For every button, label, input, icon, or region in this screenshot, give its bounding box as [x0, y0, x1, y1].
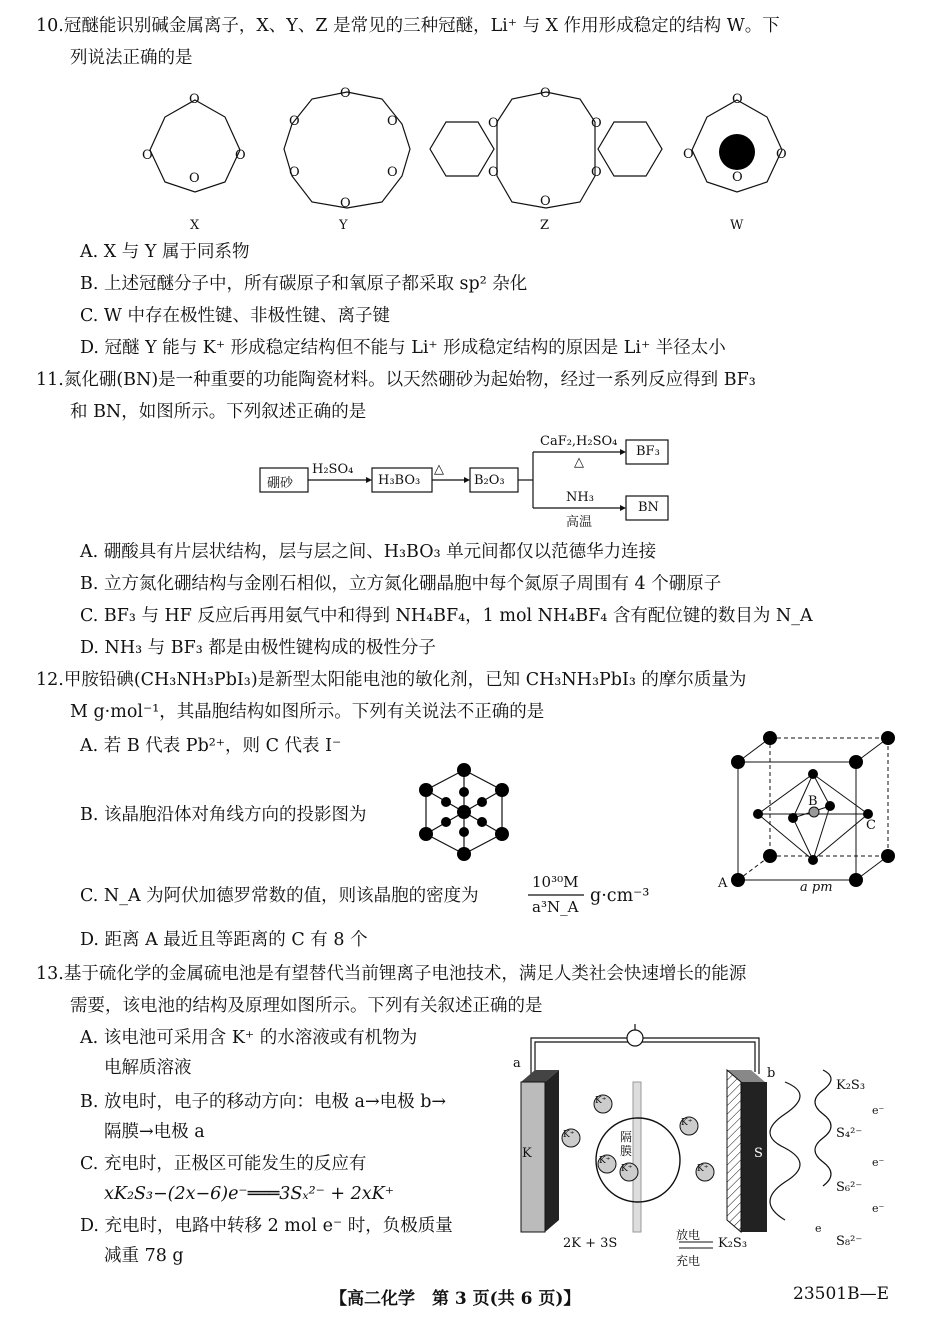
ion-k: K⁺ [681, 1118, 693, 1128]
exam-code: 23501B—E [793, 1284, 889, 1304]
flow-start: 硼砂 [267, 476, 294, 491]
equation-left: 2K + 3S [563, 1236, 618, 1251]
ion-k: K⁺ [595, 1096, 607, 1106]
q13-option-d-line1[interactable]: D. 充电时，电路中转移 2 mol e⁻ 时，负极质量 [80, 1216, 453, 1236]
species-e: e [815, 1222, 822, 1235]
atom-o: O [683, 147, 694, 162]
atom-o: O [387, 165, 398, 180]
flow-reagent2: △ [434, 462, 444, 477]
q12-stem-line2: M g·mol⁻¹，其晶胞结构如图所示。下列有关说法不正确的是 [70, 702, 545, 722]
q11-option-c[interactable]: C. BF₃ 与 HF 反应后再用氨气中和得到 NH₄BF₄，1 mol NH₄BF₄ 含有配位键的数目为 N_A [80, 606, 813, 626]
q10-stem-line1: 10.冠醚能识别碱金属离子，X、Y、Z 是常见的三种冠醚，Li⁺ 与 X 作用形成稳定的结构 W。下 [36, 16, 780, 36]
q12-option-b[interactable]: B. 该晶胞沿体对角线方向的投影图为 [80, 805, 367, 825]
membrane-label: 隔膜 [620, 1130, 633, 1158]
cathode-label: S [754, 1146, 763, 1161]
label-x: X [190, 218, 200, 233]
q13-option-a-line1[interactable]: A. 该电池可采用含 K⁺ 的水溶液或有机物为 [80, 1028, 418, 1048]
flow-reagent1: H₂SO₄ [312, 462, 354, 477]
flow-upper-cond: △ [574, 455, 584, 470]
q12-option-d[interactable]: D. 距离 A 最近且等距离的 C 有 8 个 [80, 930, 368, 950]
species-e: e⁻ [872, 1156, 885, 1169]
atom-o: O [289, 114, 300, 129]
electrode-a: a [513, 1056, 521, 1071]
atom-o: O [540, 194, 551, 209]
q13-option-d-line2: 减重 78 g [104, 1246, 184, 1266]
q13-option-a-line2: 电解质溶液 [104, 1058, 192, 1078]
ion-k: K⁺ [621, 1164, 633, 1174]
label-w: W [730, 218, 744, 233]
flow-lower-reagent: NH₃ [566, 490, 594, 505]
q11-option-d[interactable]: D. NH₃ 与 BF₃ 都是由极性键构成的极性分子 [80, 638, 436, 658]
q10-stem-line2: 列说法正确的是 [70, 48, 193, 68]
density-numerator: 10³⁰M [532, 873, 579, 891]
atom-o: O [591, 116, 602, 131]
q11-stem-line1: 11.氮化硼(BN)是一种重要的功能陶瓷材料。以天然硼砂为起始物，经过一系列反应得到 BF₃ [36, 370, 756, 390]
atom-o: O [189, 171, 200, 186]
cell-label-b: B [808, 794, 818, 809]
species-s8: S₈²⁻ [836, 1234, 863, 1249]
q10-option-c[interactable]: C. W 中存在极性键、非极性键、离子键 [80, 306, 390, 326]
flow-lower-cond: 高温 [566, 515, 593, 530]
unit-cell [728, 732, 898, 892]
anode-label: K [522, 1146, 532, 1161]
q12-option-c-text[interactable]: C. N_A 为阿伏加德罗常数的值，则该晶胞的密度为 [80, 886, 479, 906]
q12-stem-line1: 12.甲胺铅碘(CH₃NH₃PbI₃)是新型太阳能电池的敏化剂，已知 CH₃NH₃PbI₃ 的摩尔质量为 [36, 670, 747, 690]
q13-option-b-line2: 隔膜→电极 a [104, 1122, 205, 1142]
atom-o: O [591, 165, 602, 180]
label-z: Z [540, 218, 550, 233]
density-denominator: a³N_A [532, 898, 579, 916]
q11-option-a[interactable]: A. 硼酸具有片层状结构，层与层之间、H₃BO₃ 单元间都仅以范德华力连接 [80, 542, 657, 562]
ion-k: K⁺ [563, 1130, 575, 1140]
ion-k: K⁺ [599, 1156, 611, 1166]
atom-o: O [540, 86, 551, 101]
atom-o: O [387, 114, 398, 129]
q13-option-c-line1[interactable]: C. 充电时，正极区可能发生的反应有 [80, 1154, 367, 1174]
q13-stem-line2: 需要，该电池的结构及原理如图所示。下列有关叙述正确的是 [70, 996, 543, 1016]
atom-o: O [142, 148, 153, 163]
flow-lower-product: BN [638, 500, 659, 515]
label-y: Y [339, 218, 348, 233]
q13-option-b-line1[interactable]: B. 放电时，电子的移动方向：电极 a→电极 b→ [80, 1092, 447, 1112]
q13-stem-line1: 13.基于硫化学的金属硫电池是有望替代当前锂离子电池技术，满足人类社会快速增长的能源 [36, 964, 747, 984]
density-unit: g·cm⁻³ [590, 886, 650, 906]
page-footer: 【高二化学 第 3 页(共 6 页)】 [330, 1289, 581, 1309]
q11-option-b[interactable]: B. 立方氮化硼结构与金刚石相似，立方氮化硼晶胞中每个氮原子周围有 4 个硼原子 [80, 574, 722, 594]
electrode-b: b [767, 1066, 776, 1081]
flow-upper-reagent: CaF₂,H₂SO₄ [540, 434, 618, 449]
q12-option-a[interactable]: A. 若 B 代表 Pb²⁺，则 C 代表 I⁻ [80, 736, 342, 756]
species-s4: S₄²⁻ [836, 1126, 863, 1141]
species-e: e⁻ [872, 1202, 885, 1215]
flow-box2: H₃BO₃ [378, 473, 421, 488]
crown-ether-y [272, 84, 422, 214]
species-s6: S₆²⁻ [836, 1180, 863, 1195]
ion-k: K⁺ [697, 1164, 709, 1174]
fraction-bar [528, 894, 584, 896]
q10-option-d[interactable]: D. 冠醚 Y 能与 K⁺ 形成稳定结构但不能与 Li⁺ 形成稳定结构的原因是 Li⁺ 半径太小 [80, 338, 726, 358]
cell-label-c: C [866, 818, 876, 833]
projection-hexagon [418, 764, 510, 860]
flow-upper-product: BF₃ [636, 444, 660, 459]
atom-o: O [289, 165, 300, 180]
atom-o: O [732, 92, 743, 107]
q10-option-a[interactable]: A. X 与 Y 属于同系物 [80, 242, 250, 262]
cell-label-a: A [718, 876, 728, 891]
atom-o: O [340, 196, 351, 211]
atom-o: O [732, 170, 743, 185]
atom-o: O [340, 86, 351, 101]
species-k2s3: K₂S₃ [836, 1078, 866, 1093]
atom-o: O [488, 165, 499, 180]
q10-option-b[interactable]: B. 上述冠醚分子中，所有碳原子和氧原子都采取 sp² 杂化 [80, 274, 528, 294]
equation-right: K₂S₃ [718, 1236, 748, 1251]
q11-stem-line2: 和 BN，如图所示。下列叙述正确的是 [70, 402, 367, 422]
flow-box3: B₂O₃ [474, 473, 505, 488]
atom-o: O [776, 147, 787, 162]
q13-option-c-line2: xK₂S₃−(2x−6)e⁻═══3Sₓ²⁻ + 2xK⁺ [104, 1184, 394, 1204]
species-e: e⁻ [872, 1104, 885, 1117]
equation-charge: 充电 [676, 1254, 701, 1268]
atom-o: O [189, 92, 200, 107]
equation-discharge: 放电 [676, 1228, 701, 1242]
atom-o: O [488, 116, 499, 131]
atom-o: O [235, 148, 246, 163]
cell-edge-label: a pm [800, 880, 833, 895]
